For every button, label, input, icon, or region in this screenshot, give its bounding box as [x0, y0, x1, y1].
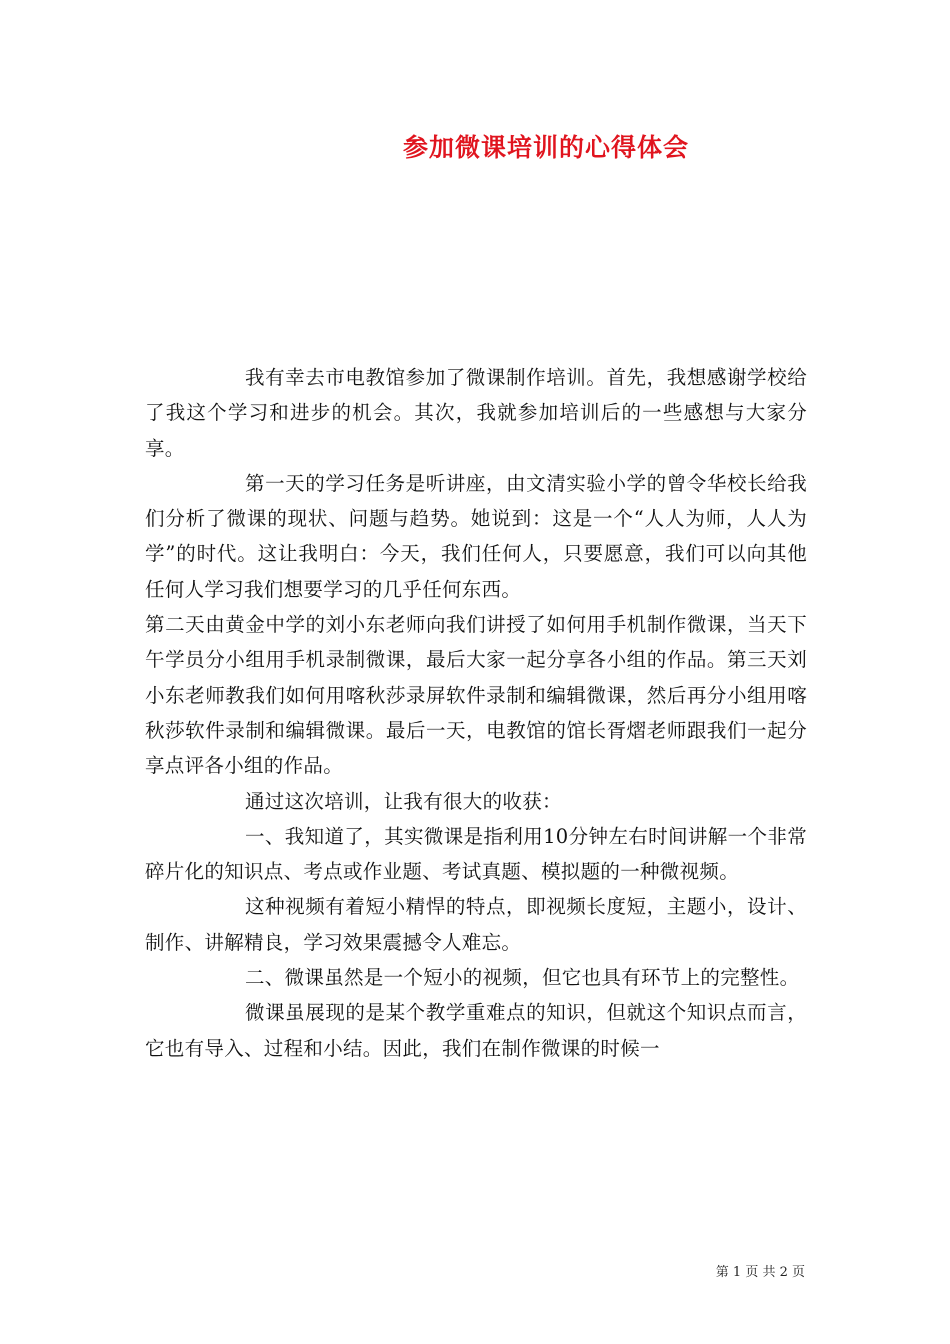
- paragraph-point-one: 一、我知道了，其实微课是指利用10分钟左右时间讲解一个非常碎片化的知识点、考点或作业题、考试真题、模拟题的一种微视频。: [145, 824, 807, 884]
- page-number-footer: 第 1 页 共 2 页: [715, 1265, 805, 1280]
- page-title: 参加微课培训的心得体会: [402, 133, 689, 162]
- paragraph-day-one: 第一天的学习任务是听讲座，由文清实验小学的曾令华校长给我们分析了微课的现状、问题与趋势。她说到：这是一个“人人为师，人人为学”的时代。这让我明白：今天，我们任何人，只要愿意，我们可以向其他任何人学习我们想要学习的几乎任何东西。: [145, 471, 807, 601]
- paragraph-video-features: 这种视频有着短小精悍的特点，即视频长度短，主题小，设计、制作、讲解精良，学习效果震撼令人难忘。: [145, 895, 807, 954]
- paragraph-structure: 微课虽展现的是某个教学重难点的知识，但就这个知识点而言，它也有导入、过程和小结。因此，我们在制作微课的时候一: [145, 1001, 807, 1060]
- paragraph-days-two-to-four: 第二天由黄金中学的刘小东老师向我们讲授了如何用手机制作微课，当天下午学员分小组用手机录制微课，最后大家一起分享各小组的作品。第三天刘小东老师教我们如何用喀秋莎录屏软件录制和编辑微课，然后再分小组用喀秋莎软件录制和编辑微课。最后一天，电教馆的馆长胥熠老师跟我们一起分享点评各小组的作品。: [145, 613, 807, 778]
- paragraph-gains-intro: 通过这次培训，让我有很大的收获：: [245, 789, 562, 813]
- document-body: [145, 360, 807, 1066]
- paragraph-point-two: 二、微课虽然是一个短小的视频，但它也具有环节上的完整性。: [245, 966, 800, 990]
- paragraph-intro: 我有幸去市电教馆参加了微课制作培训。首先，我想感谢学校给了我这个学习和进步的机会。其次，我就参加培训后的一些感想与大家分享。: [145, 366, 807, 460]
